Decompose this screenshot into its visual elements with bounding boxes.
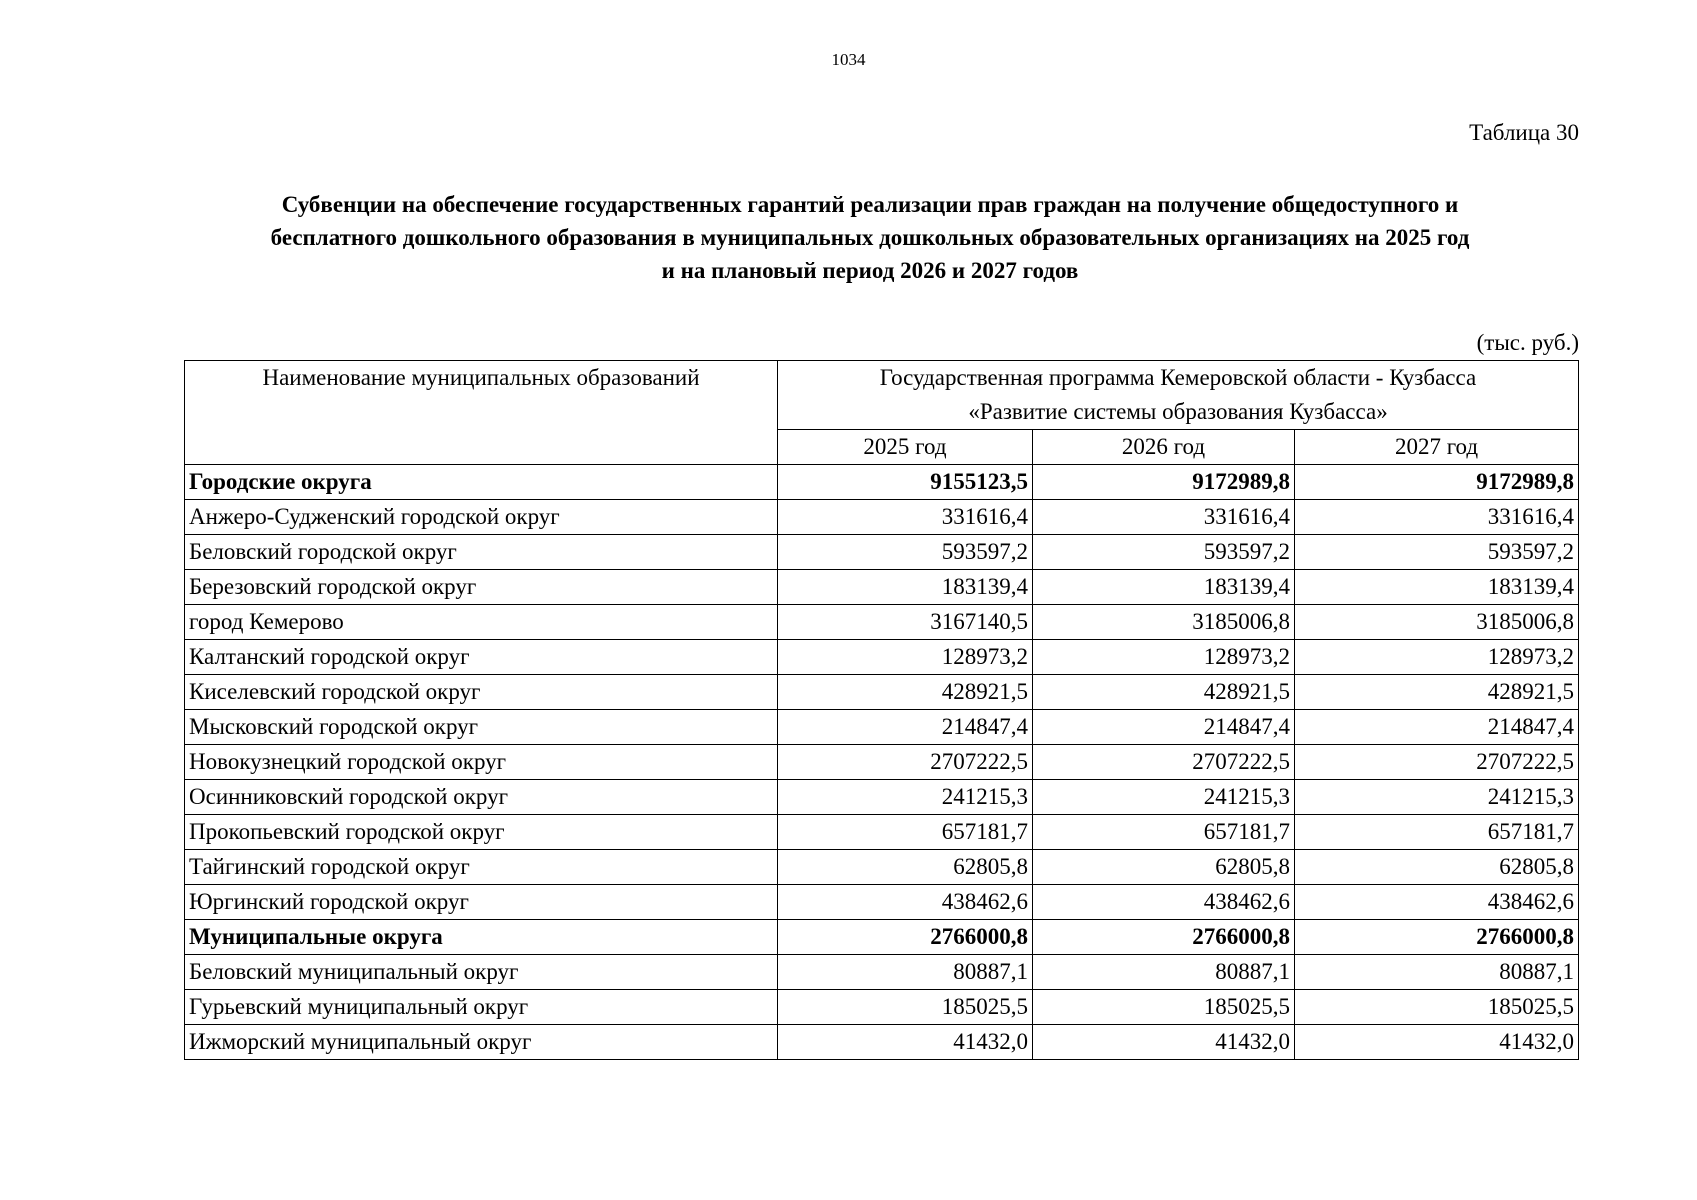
- value-2025-cell: 593597,2: [778, 535, 1033, 570]
- table-row: [185, 605, 1579, 640]
- value-2026-cell: 214847,4: [1033, 710, 1295, 745]
- value-2025-cell: 80887,1: [778, 955, 1033, 990]
- table-row: [185, 955, 1579, 990]
- value-2025-cell: 3167140,5: [778, 605, 1033, 640]
- header-year-2025: 2025 год: [778, 430, 1033, 465]
- value-2027-cell: 62805,8: [1295, 850, 1579, 885]
- header-municipality: Наименование муниципальных образований: [185, 361, 778, 465]
- municipality-name-cell: Калтанский городской округ: [185, 640, 778, 675]
- header-year-2026: 2026 год: [1033, 430, 1295, 465]
- value-2026-cell: 62805,8: [1033, 850, 1295, 885]
- title-line: и на плановый период 2026 и 2027 годов: [661, 258, 1079, 283]
- municipality-name-cell: Киселевский городской округ: [185, 675, 778, 710]
- value-2027-cell: 241215,3: [1295, 780, 1579, 815]
- municipality-name-cell: Муниципальные округа: [185, 920, 778, 955]
- value-2027-cell: 657181,7: [1295, 815, 1579, 850]
- value-2026-cell: 331616,4: [1033, 500, 1295, 535]
- table-group-row: [185, 465, 1579, 500]
- title-line: бесплатного дошкольного образования в муниципальных дошкольных образовательных организациях на 2025 год: [270, 225, 1470, 250]
- value-2025-cell: 331616,4: [778, 500, 1033, 535]
- value-2027-cell: 128973,2: [1295, 640, 1579, 675]
- table-row: [185, 850, 1579, 885]
- value-2025-cell: 214847,4: [778, 710, 1033, 745]
- table-row: [185, 1025, 1579, 1060]
- table-row: [185, 500, 1579, 535]
- value-2025-cell: 2766000,8: [778, 920, 1033, 955]
- value-2027-cell: 3185006,8: [1295, 605, 1579, 640]
- table-row: [185, 745, 1579, 780]
- municipality-name-cell: Беловский муниципальный округ: [185, 955, 778, 990]
- value-2026-cell: 9172989,8: [1033, 465, 1295, 500]
- municipality-name-cell: Березовский городской округ: [185, 570, 778, 605]
- value-2025-cell: 183139,4: [778, 570, 1033, 605]
- value-2026-cell: 2707222,5: [1033, 745, 1295, 780]
- table-row: [185, 885, 1579, 920]
- value-2026-cell: 2766000,8: [1033, 920, 1295, 955]
- municipality-name-cell: город Кемерово: [185, 605, 778, 640]
- value-2025-cell: 41432,0: [778, 1025, 1033, 1060]
- value-2025-cell: 185025,5: [778, 990, 1033, 1025]
- table-row: [185, 710, 1579, 745]
- table-row: [185, 780, 1579, 815]
- table-label: Таблица 30: [1469, 120, 1579, 145]
- table-row: [185, 570, 1579, 605]
- table-row: [185, 815, 1579, 850]
- value-2026-cell: 438462,6: [1033, 885, 1295, 920]
- municipality-name-cell: Тайгинский городской округ: [185, 850, 778, 885]
- subventions-table: [184, 360, 1579, 1060]
- table-body: [185, 465, 1579, 1060]
- value-2027-cell: 41432,0: [1295, 1025, 1579, 1060]
- value-2027-cell: 80887,1: [1295, 955, 1579, 990]
- table-group-row: [185, 920, 1579, 955]
- municipality-name-cell: Мысковский городской округ: [185, 710, 778, 745]
- value-2027-cell: 185025,5: [1295, 990, 1579, 1025]
- municipality-name-cell: Гурьевский муниципальный округ: [185, 990, 778, 1025]
- municipality-name-cell: Прокопьевский городской округ: [185, 815, 778, 850]
- table-row: [185, 675, 1579, 710]
- value-2025-cell: 428921,5: [778, 675, 1033, 710]
- value-2025-cell: 438462,6: [778, 885, 1033, 920]
- value-2027-cell: 9172989,8: [1295, 465, 1579, 500]
- value-2027-cell: 2766000,8: [1295, 920, 1579, 955]
- value-2027-cell: 183139,4: [1295, 570, 1579, 605]
- municipality-name-cell: Юргинский городской округ: [185, 885, 778, 920]
- value-2027-cell: 2707222,5: [1295, 745, 1579, 780]
- municipality-name-cell: Городские округа: [185, 465, 778, 500]
- header-year-2027: 2027 год: [1295, 430, 1579, 465]
- value-2026-cell: 657181,7: [1033, 815, 1295, 850]
- value-2025-cell: 241215,3: [778, 780, 1033, 815]
- table-row: [185, 990, 1579, 1025]
- table-row: [185, 535, 1579, 570]
- value-2026-cell: 3185006,8: [1033, 605, 1295, 640]
- municipality-name-cell: Беловский городской округ: [185, 535, 778, 570]
- page-number: 1034: [831, 50, 866, 69]
- table-row: [185, 640, 1579, 675]
- value-2027-cell: 593597,2: [1295, 535, 1579, 570]
- value-2027-cell: 428921,5: [1295, 675, 1579, 710]
- value-2025-cell: 9155123,5: [778, 465, 1033, 500]
- value-2027-cell: 438462,6: [1295, 885, 1579, 920]
- value-2025-cell: 62805,8: [778, 850, 1033, 885]
- value-2026-cell: 128973,2: [1033, 640, 1295, 675]
- value-2026-cell: 185025,5: [1033, 990, 1295, 1025]
- value-2026-cell: 41432,0: [1033, 1025, 1295, 1060]
- value-2025-cell: 657181,7: [778, 815, 1033, 850]
- municipality-name-cell: Анжеро-Судженский городской округ: [185, 500, 778, 535]
- units-label: (тыс. руб.): [1476, 330, 1579, 355]
- municipality-name-cell: Осинниковский городской округ: [185, 780, 778, 815]
- value-2026-cell: 80887,1: [1033, 955, 1295, 990]
- value-2026-cell: 428921,5: [1033, 675, 1295, 710]
- header-program-line: «Развитие системы образования Кузбасса»: [968, 399, 1388, 424]
- value-2025-cell: 2707222,5: [778, 745, 1033, 780]
- value-2026-cell: 593597,2: [1033, 535, 1295, 570]
- document-title: [160, 188, 1580, 287]
- value-2027-cell: 331616,4: [1295, 500, 1579, 535]
- municipality-name-cell: Ижморский муниципальный округ: [185, 1025, 778, 1060]
- value-2026-cell: 241215,3: [1033, 780, 1295, 815]
- header-program-line: Государственная программа Кемеровской области - Кузбасса: [879, 365, 1477, 390]
- value-2027-cell: 214847,4: [1295, 710, 1579, 745]
- value-2025-cell: 128973,2: [778, 640, 1033, 675]
- title-line: Субвенции на обеспечение государственных гарантий реализации прав граждан на получение общедоступного и: [281, 192, 1459, 217]
- value-2026-cell: 183139,4: [1033, 570, 1295, 605]
- municipality-name-cell: Новокузнецкий городской округ: [185, 745, 778, 780]
- header-program: [778, 361, 1579, 430]
